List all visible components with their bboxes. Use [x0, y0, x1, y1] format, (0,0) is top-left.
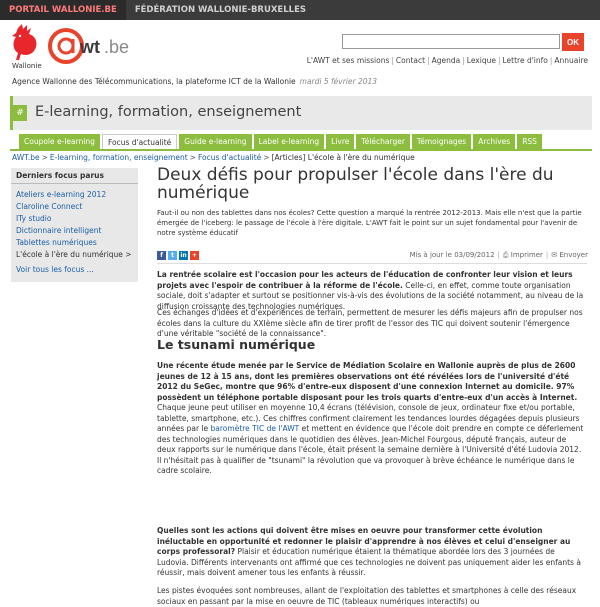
sidebar-item-claroline[interactable]: Claroline Connect [16, 202, 83, 211]
tab-archives[interactable]: Archives [473, 134, 515, 149]
wallonie-label: Wallonie [12, 62, 42, 70]
svg-text:wt: wt [80, 37, 100, 57]
sidebar-item-dictionnaire[interactable]: Dictionnaire intelligent [16, 226, 102, 235]
paragraph-actions [157, 526, 587, 579]
section-title: E-learning, formation, enseignement [35, 104, 302, 120]
utility-nav [307, 56, 588, 65]
separator: | [427, 56, 430, 65]
tagline-text: Agence Wallonne des Télécommunications, la plateforme ICT de la Wallonie [12, 77, 296, 86]
article-meta [410, 251, 588, 260]
twitter-icon[interactable]: t [168, 251, 177, 260]
tab-temoignages[interactable]: Témoignages [412, 134, 471, 149]
separator: | [497, 251, 500, 259]
actions-text: Plaisir et éducation numérique étaient la thématique abordée lors des 3 journées de Ludovia. Différents intervenants ont affirmé que ces technologies ne doivent pas uniquement aider les enfants à réussir, mais doivent amener tous les enfants à réussir. [157, 547, 581, 577]
search-input[interactable] [342, 34, 560, 49]
search-button[interactable]: OK [562, 33, 584, 51]
actions-bold: Quelles sont les actions qui doivent être mises en oeuvre pour transformer cette évolution inéluctable en opportunité et redonner le plaisir d'apprendre à nos élèves et celui d'enseigner au corps professoral? [157, 526, 571, 556]
article-lead: Faut-il ou non des tablettes dans nos écoles? Cette question a marqué la rentrée 2012-2013. Mais elle n'est que la partie émergée de l'iceberg: le passage de l'école à l'ère digitale. L'AWT fait le point sur un sujet fondamental pour l'avenir de notre système éducatif [157, 209, 582, 237]
section-hash-icon: # [13, 105, 27, 121]
print-icon[interactable]: ⎙ [502, 251, 509, 259]
paragraph-exchanges: Ces échanges d'idées et d'expériences de terrain, permettent de mesurer les défis majeurs afin de propulser nos écoles dans la culture du XXIème siècle afin de tirer profit de l'essor des TIC qui doivent soutenir l'émergence d'une véritable "société de la connaissance". [157, 308, 583, 338]
linkedin-icon[interactable]: in [180, 252, 187, 259]
breadcrumb-separator: > [41, 153, 48, 162]
tab-livre[interactable]: Livre [326, 134, 354, 149]
breadcrumb-home[interactable]: AWT.be [12, 153, 40, 162]
breadcrumb-separator: > [263, 153, 270, 162]
tab-rss[interactable]: RSS [517, 134, 542, 149]
util-link-lexique[interactable]: Lexique [466, 56, 496, 65]
paragraph-intro [157, 270, 587, 312]
separator: | [549, 56, 553, 65]
tab-coupole[interactable]: Coupole e-learning [19, 134, 100, 149]
breadcrumb [12, 153, 415, 162]
separator: | [391, 56, 394, 65]
wallonie-rooster-logo[interactable] [10, 24, 40, 62]
tabs-underline [10, 149, 592, 151]
article-divider [157, 263, 587, 264]
svg-text:.be: .be [104, 37, 130, 57]
tagline [12, 77, 377, 86]
federation-link[interactable]: FÉDÉRATION WALLONIE-BRUXELLES [134, 5, 306, 15]
paragraph-pistes: Les pistes évoquées sont nombreuses, allant de l'exploitation des tablettes et smartphones à celle des réseaux sociaux en passant par la mise en oeuvre de TIC (tableaux numériques interactifs) ou [157, 586, 577, 606]
sidebar-item-tablettes[interactable]: Tablettes numériques [16, 238, 97, 247]
top-bar [0, 0, 600, 20]
separator: | [462, 56, 465, 65]
util-link-agenda[interactable]: Agenda [431, 56, 461, 65]
updated-date: Mis à jour le 03/09/2012 [409, 251, 495, 259]
section-banner [10, 96, 592, 130]
barometre-link[interactable]: baromètre TIC de l'AWT [210, 424, 300, 433]
sidebar-item-ateliers[interactable]: Ateliers e-learning 2012 [16, 190, 107, 199]
sidebar [11, 168, 138, 282]
paragraph-study [157, 361, 587, 477]
mail-icon[interactable]: ✉ [551, 251, 558, 259]
site-header [0, 20, 600, 74]
sidebar-title: Derniers focus parus [11, 168, 138, 184]
util-link-missions[interactable]: L'AWT et ses missions [306, 56, 390, 65]
study-text-end: et mettent en évidence que l'école doit prendre en compte ce déferlement des technologies numériques dans le quotidien des élèves. Jean-Michel Fourgous, député français, auteur de deux rapports sur le numérique dans l'école, était présent la semaine dernière à l'Université d'été Ludovia 2012. Il n'hésitait pas à qualifier de "tsunami" la révolution que va provoquer à brève échéance le numérique dans le cadre scolaire. [157, 424, 584, 475]
sidebar-more-link[interactable]: Voir tous les focus ... [16, 265, 94, 274]
separator: | [497, 56, 501, 65]
util-link-newsletter[interactable]: Lettre d'info [502, 56, 548, 65]
util-link-contact[interactable]: Contact [395, 56, 426, 65]
tab-focus[interactable]: Focus d'actualité [102, 134, 177, 149]
tab-label[interactable]: Label e-learning [254, 134, 325, 149]
tab-guide[interactable]: Guide e-learning [179, 134, 251, 149]
sidebar-item-current: L'école à l'ère du numérique > [16, 250, 132, 259]
intro-bold: La rentrée scolaire est l'occasion pour les acteurs de l'éducation de confronter leur vision et leurs projets avec l'espoir de contribuer à la réforme de l'école. [157, 270, 573, 290]
portal-wallonie-link[interactable]: PORTAIL WALLONIE.BE [0, 0, 126, 20]
separator: | [545, 251, 549, 259]
share-icons [157, 251, 201, 260]
breadcrumb-current: [Articles] L'école à l'ère du numérique [271, 153, 415, 162]
current-date: mardi 5 février 2013 [299, 77, 378, 86]
breadcrumb-focus[interactable]: Focus d'actualité [197, 153, 262, 162]
tab-telecharger[interactable]: Télécharger [356, 134, 410, 149]
study-text: Chaque jeune peut utiliser en moyenne 10,4 écrans (télévision, console de jeux, ordinateur fixe et/ou portable, tablette, smartphone, etc.). Ces chiffres confirment clairement les tendances lourdes dégagées depuis plusieurs années par le [157, 403, 580, 433]
breadcrumb-separator: > [189, 153, 196, 162]
breadcrumb-section[interactable]: E-learning, formation, enseignement [49, 153, 188, 162]
study-bold: Une récente étude menée par le Service de Médiation Scolaire en Wallonie auprès de plus de 2600 jeunes de 12 à 15 ans, dont les premières observations ont été révélées lors de l'université d'été 2012 du SeGec, montre que 96% d'entre-eux disposent d'une connexion Internet au domicile. 97% possèdent un téléphone portable disposant pour les trois quarts d'entre-eux d'un accès à Internet. [157, 361, 578, 402]
facebook-icon[interactable]: f [157, 251, 166, 260]
awt-logo[interactable] [46, 26, 144, 66]
sidebar-item-ity-studio[interactable]: ITy studio [16, 214, 52, 223]
print-link[interactable]: Imprimer [510, 251, 543, 259]
article-title: Deux défis pour propulser l'école dans l'ère du numérique [157, 165, 554, 203]
share-plus-icon[interactable]: + [191, 252, 198, 259]
util-link-annuaire[interactable]: Annuaire [554, 56, 588, 65]
section-heading-tsunami: Le tsunami numérique [157, 337, 316, 352]
send-link[interactable]: Envoyer [559, 251, 588, 259]
intro-text: Celle-ci, en effet, comme toute organisation sociale, doit s'adapter et surtout se positionner vis-à-vis des évolutions de la société notamment, au niveau de la diffusion croissante des technologies numériques. [157, 280, 584, 311]
section-tabs [19, 134, 544, 149]
